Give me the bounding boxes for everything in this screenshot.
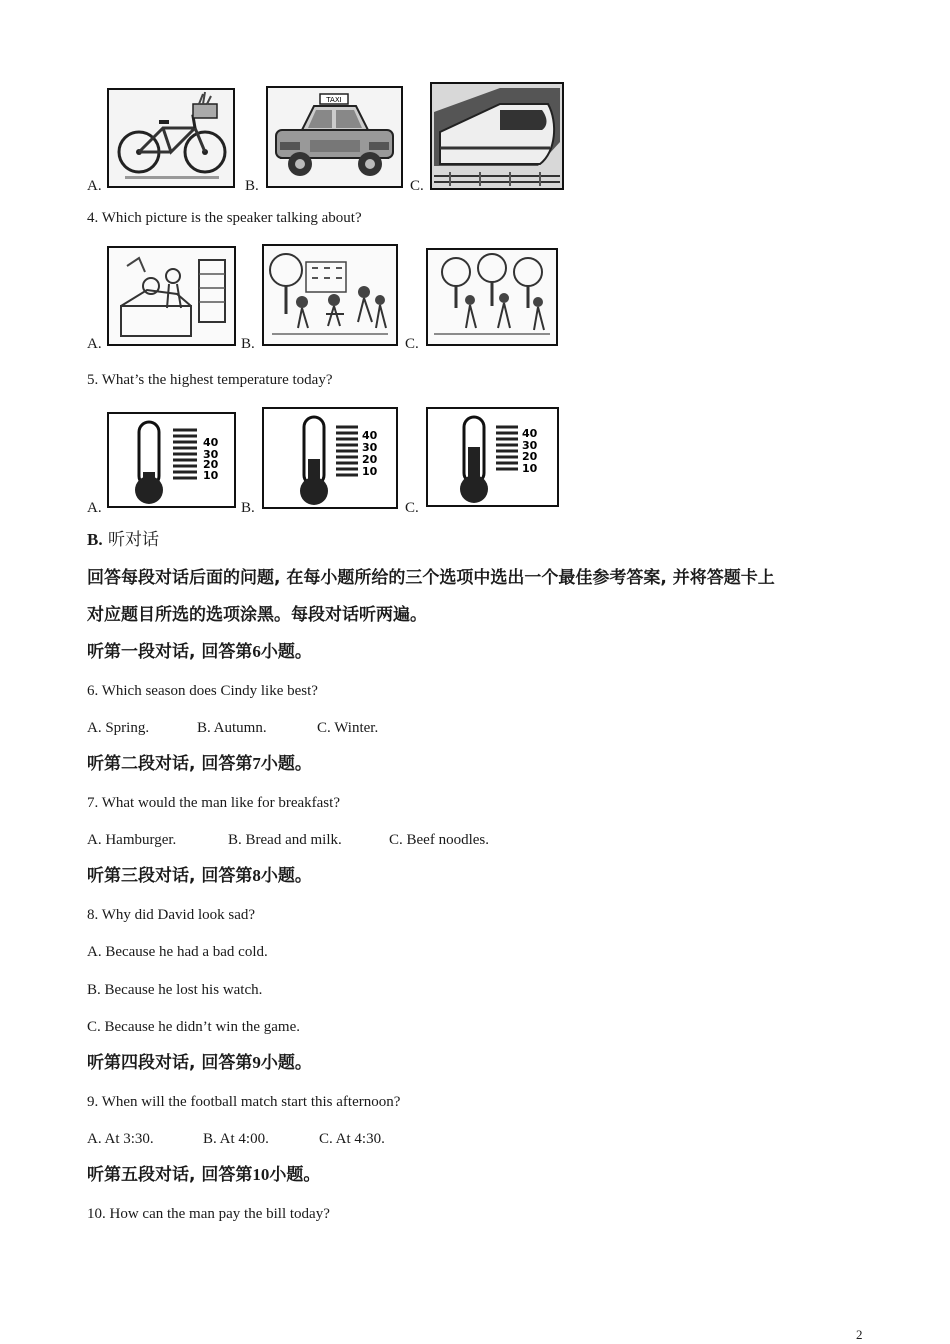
bicycle-icon bbox=[107, 88, 235, 188]
tick-40: 40 bbox=[522, 427, 538, 440]
bicycle-picture bbox=[107, 88, 235, 188]
dialogue-1-heading bbox=[87, 641, 312, 663]
taxi-sign-text: TAXI bbox=[326, 96, 342, 104]
tick-20: 20 bbox=[362, 453, 378, 466]
dialogue-3-prefix: 听第三段对话, 回答第 bbox=[87, 866, 253, 886]
dialogue-2-heading bbox=[87, 753, 312, 775]
q7-question: 7. What would the man like for breakfast? bbox=[87, 795, 340, 811]
section-b-letter: B. bbox=[87, 530, 103, 549]
q5-question: 5. What’s the highest temperature today? bbox=[87, 372, 333, 388]
dialogue-2-number: 7 bbox=[252, 754, 261, 773]
taxi-picture bbox=[266, 86, 403, 188]
q5-option-a-label: A. bbox=[87, 500, 102, 516]
q3-option-b-label: B. bbox=[245, 178, 259, 194]
q6-option-a: A. Spring. bbox=[87, 720, 150, 736]
section-b-instruction-line2: 对应题目所选的选项涂黑。每段对话听两遍。 bbox=[87, 605, 427, 625]
dialogue-4-heading bbox=[87, 1052, 312, 1074]
dialogue-4-number: 9 bbox=[252, 1053, 261, 1072]
q9-option-c: C. At 4:30. bbox=[319, 1131, 385, 1147]
dialogue-1-prefix: 听第一段对话, 回答第 bbox=[87, 642, 253, 662]
q5-option-b-label: B. bbox=[241, 500, 255, 516]
park-scene-icon bbox=[262, 244, 398, 346]
q6-question: 6. Which season does Cindy like best? bbox=[87, 683, 318, 699]
tick-20: 20 bbox=[203, 458, 219, 471]
dialogue-3-heading bbox=[87, 865, 312, 887]
tick-10: 10 bbox=[203, 469, 219, 482]
thermometer-b bbox=[262, 407, 398, 509]
thermometer-icon bbox=[107, 412, 236, 508]
hospital-scene-icon bbox=[107, 246, 236, 346]
q10-question: 10. How can the man pay the bill today? bbox=[87, 1206, 330, 1222]
dialogue-3-number: 8 bbox=[252, 866, 261, 885]
q3-option-a-label: A. bbox=[87, 178, 102, 194]
tick-10: 10 bbox=[362, 465, 378, 478]
trees-scene-icon bbox=[426, 248, 558, 346]
q9-option-b: B. At 4:00. bbox=[203, 1131, 269, 1147]
tick-20: 20 bbox=[522, 450, 538, 463]
q9-option-a: A. At 3:30. bbox=[87, 1131, 154, 1147]
sick-in-bed-picture bbox=[107, 246, 236, 346]
q3-option-c-label: C. bbox=[410, 178, 424, 194]
dialogue-4-suffix: 小题。 bbox=[260, 1053, 312, 1073]
section-b-title: 听对话 bbox=[108, 530, 159, 550]
thermometer-icon bbox=[262, 407, 398, 509]
q8-option-a: A. Because he had a bad cold. bbox=[87, 944, 268, 960]
dialogue-4-prefix: 听第四段对话, 回答第 bbox=[87, 1053, 253, 1073]
q8-question: 8. Why did David look sad? bbox=[87, 907, 256, 923]
page-number: 2 bbox=[856, 1327, 863, 1342]
q7-option-b: B. Bread and milk. bbox=[228, 832, 342, 848]
q6-option-c: C. Winter. bbox=[317, 720, 379, 736]
dialogue-5-suffix: 小题。 bbox=[269, 1165, 321, 1185]
tick-40: 40 bbox=[203, 436, 219, 449]
dialogue-5-heading bbox=[87, 1164, 320, 1186]
section-b-instruction-line1: 回答每段对话后面的问题, 在每小题所给的三个选项中选出一个最佳参考答案, 并将答题卡上 bbox=[87, 568, 775, 588]
park-cleanup-picture bbox=[262, 244, 398, 346]
train-picture bbox=[430, 82, 564, 190]
dialogue-5-prefix: 听第五段对话, 回答第 bbox=[87, 1165, 253, 1185]
q5-option-c-label: C. bbox=[405, 500, 419, 516]
q4-question: 4. Which picture is the speaker talking about? bbox=[87, 210, 362, 226]
tick-40: 40 bbox=[362, 429, 378, 442]
q4-option-c-label: C. bbox=[405, 336, 419, 352]
q8-option-b: B. Because he lost his watch. bbox=[87, 982, 263, 998]
q8-option-c: C. Because he didn’t win the game. bbox=[87, 1019, 301, 1035]
thermometer-icon bbox=[426, 407, 559, 507]
q4-option-b-label: B. bbox=[241, 336, 255, 352]
q7-option-a: A. Hamburger. bbox=[87, 832, 177, 848]
q6-option-b: B. Autumn. bbox=[197, 720, 267, 736]
thermometer-a bbox=[107, 412, 236, 508]
tree-planting-picture bbox=[426, 248, 558, 346]
thermometer-c bbox=[426, 407, 559, 507]
dialogue-3-suffix: 小题。 bbox=[260, 866, 312, 886]
dialogue-5-number: 10 bbox=[252, 1165, 270, 1184]
train-icon bbox=[430, 82, 564, 190]
dialogue-1-suffix: 小题。 bbox=[260, 642, 312, 662]
taxi-icon bbox=[266, 86, 403, 188]
tick-10: 10 bbox=[522, 462, 538, 475]
q7-option-c: C. Beef noodles. bbox=[389, 832, 489, 848]
dialogue-2-prefix: 听第二段对话, 回答第 bbox=[87, 754, 253, 774]
q4-option-a-label: A. bbox=[87, 336, 102, 352]
tick-30: 30 bbox=[362, 441, 378, 454]
dialogue-1-number: 6 bbox=[252, 642, 261, 661]
q9-question: 9. When will the football match start this afternoon? bbox=[87, 1094, 401, 1110]
tick-30: 30 bbox=[203, 448, 219, 461]
tick-30: 30 bbox=[522, 439, 538, 452]
section-b-heading bbox=[87, 529, 159, 551]
dialogue-2-suffix: 小题。 bbox=[260, 754, 312, 774]
